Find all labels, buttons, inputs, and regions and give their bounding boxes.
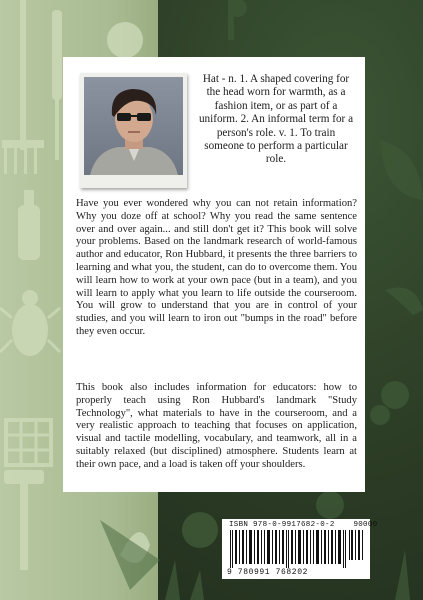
price-code: 90000 [353,521,378,529]
barcode-digits: 9 780991 768202 [227,568,309,577]
description-paragraph-1: Have you ever wondered why you can not retain information? Why you doze off at school? Why you read the same sentence over and over again... and still don't get it? This book will solve your problems. Based on the landmark research of world-famous author and educator, Ron Hubbard, it presents the three barriers to learning and what you, the student, can do to overcome them. You will learn how to work at your own pace (but in a team), and you will learn to apply what you learn to life outside the courseroom. You will grow to understand that you are in control of your studies, and you will learn to iron out "bumps in the road" before they even occur. [76,198,357,337]
isbn-number: ISBN 978-0-9917682-0-2 [229,521,335,529]
portrait-image [84,77,183,175]
isbn-label [229,521,377,529]
author-photo [80,73,187,188]
barcode-bars [228,530,366,568]
isbn-barcode [222,519,378,579]
description-paragraph-2: This book also includes information for educators: how to properly teach using Ron Hubbard's landmark "Study Technology", what materials to have in the courseroom, and a very realistic approach to teaching that focuses on application, visual and tactile modelling, vocabulary, and teamwork, all in a suitably relaxed (but disciplined) atmosphere. Students learn at their own pace, and a load is taken off your shoulders. [76,382,357,470]
hat-definition: Hat - n. 1. A shaped covering for the head worn for warmth, as a fashion item, or as part of a uniform. 2. An informal term for a person's role. v. 1. To train someone to perform a particular role. [198,73,354,166]
